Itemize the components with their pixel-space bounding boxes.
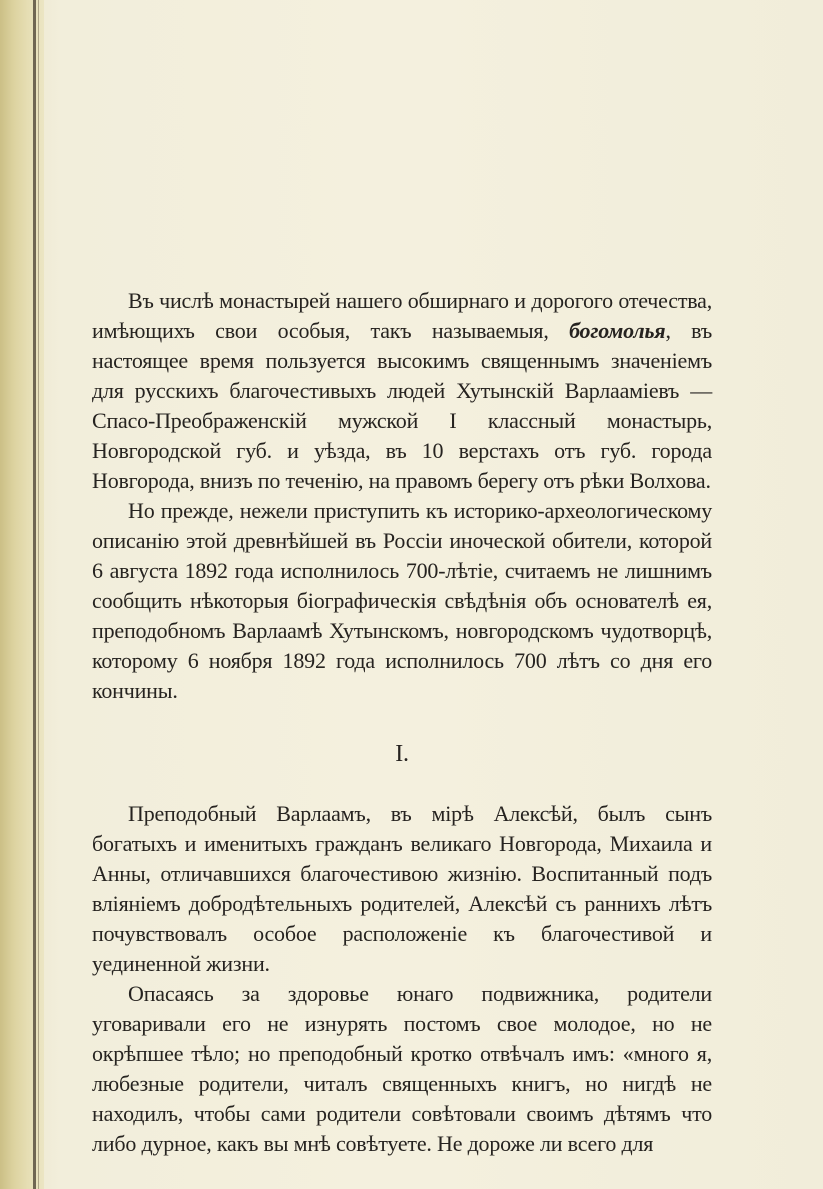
chapter-paragraph-1: Преподобный Варлаамъ, въ мірѣ Алексѣй, былъ сынъ богатыхъ и именитыхъ гражданъ великаго Новгорода, Михаила и Анны, отличавшихся благочестивою жизнію. Воспитанный подъ вліяніемъ добродѣтельныхъ родителей, Алексѣй съ раннихъ лѣтъ почувствовалъ особое расположеніе къ благочестивой и уединенной жизни. [92,801,712,976]
emphasized-word: богомолья [569,318,666,343]
binding-shadow-line [33,0,36,1189]
chapter-heading: I. [395,741,409,767]
main-text [92,286,712,1159]
binding-inner-line [38,0,39,1189]
intro-paragraph-2: Но прежде, нежели приступить къ историко-археологическому описанію этой древнѣйшей въ Россіи иноческой обители, которой 6 августа 1892 года исполнилось 700-лѣтіе, считаемъ не лишнимъ сообщить нѣкоторыя біографическія свѣдѣнія объ основателѣ ея, преподобномъ Варлаамѣ Хутынскомъ, новгородскомъ чудотворцѣ, которому 6 ноября 1892 года исполнилось 700 лѣтъ со дня его кончины. [92,498,712,703]
chapter-paragraph-2: Опасаясь за здоровье юнаго подвижника, родители уговаривали его не изнурять постомъ свое молодое, но не окрѣпшее тѣло; но преподобный кротко отвѣчалъ имъ: «много я, любезные родители, читалъ священныхъ книгъ, но нигдѣ не находилъ, чтобы сами родители совѣтовали своимъ дѣтямъ что либо дурное, какъ вы мнѣ совѣтуете. Не дороже ли всего для [92,981,712,1156]
intro-paragraph-1: Въ числѣ монастырей нашего обширнаго и дорогого отечества, имѣющихъ свои особыя, такъ называемыя, богомолья, въ настоящее время пользуется высокимъ священнымъ значеніемъ для русскихъ благочестивыхъ людей Хутынскій Варлааміевъ — Спасо-Преображенскій мужской I классный монастырь, Новгородской губ. и уѣзда, въ 10 верстахъ отъ губ. города Новгорода, внизъ по теченію, на правомъ берегу отъ рѣки Волхова. [92,288,712,493]
